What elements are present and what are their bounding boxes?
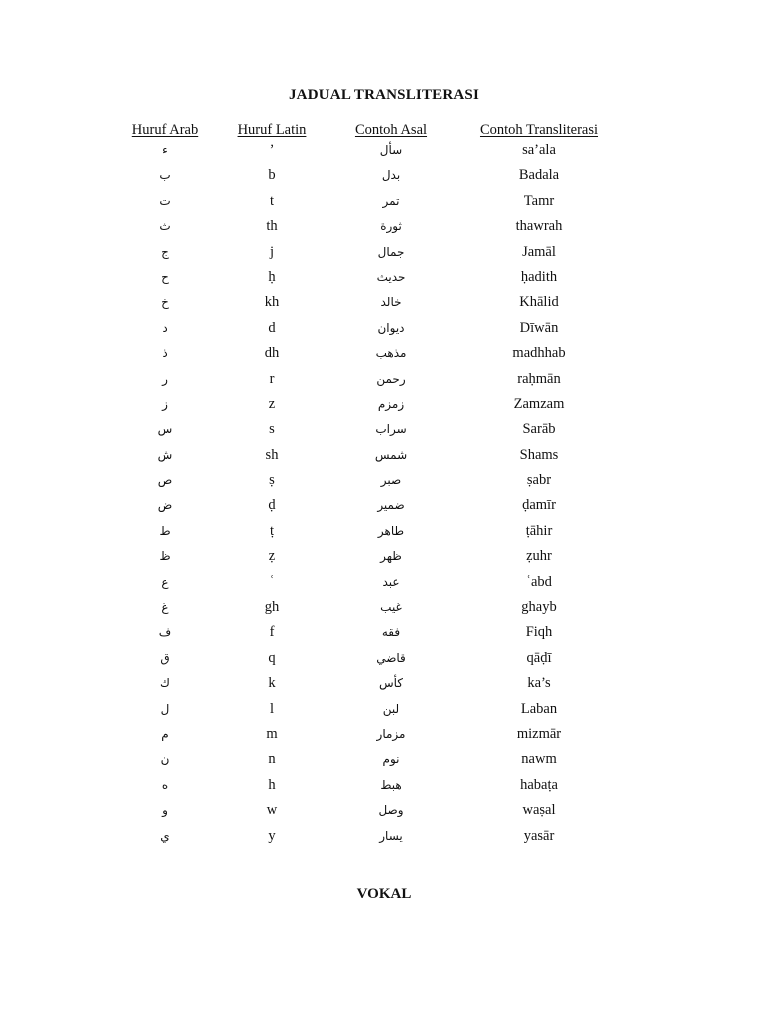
cell-contoh-transliterasi: ẓuhr <box>526 548 552 565</box>
cell-contoh-transliterasi: ḥadith <box>520 268 558 285</box>
table-row <box>0 546 768 571</box>
header-huruf-latin: Huruf Latin <box>237 122 307 138</box>
cell-contoh-asal: خالد <box>380 295 402 310</box>
cell-contoh-asal: تمر <box>382 193 400 208</box>
table-row <box>0 267 768 292</box>
cell-contoh-asal: وصل <box>378 803 404 818</box>
cell-huruf-latin: f <box>269 624 275 641</box>
cell-contoh-transliterasi: nawm <box>521 751 557 768</box>
cell-huruf-latin: dh <box>264 345 280 362</box>
cell-huruf-arab: ظ <box>159 549 171 564</box>
cell-huruf-latin: z <box>268 395 276 412</box>
cell-contoh-asal: سراب <box>375 422 407 437</box>
table-row <box>0 369 768 394</box>
table-row <box>0 673 768 698</box>
cell-huruf-arab: ب <box>159 168 171 183</box>
cell-contoh-asal: سأل <box>379 143 403 157</box>
cell-contoh-transliterasi: raḥmān <box>517 370 561 387</box>
cell-huruf-arab: ز <box>162 396 168 411</box>
cell-huruf-arab: غ <box>161 600 169 615</box>
cell-contoh-asal: زمزم <box>377 396 405 411</box>
table-row <box>0 648 768 673</box>
cell-huruf-arab: ص <box>157 473 173 488</box>
cell-contoh-transliterasi: Dīwān <box>519 319 559 336</box>
table-row <box>0 165 768 190</box>
cell-huruf-arab: ح <box>161 269 169 284</box>
cell-huruf-latin: y <box>268 827 276 844</box>
cell-huruf-arab: ه <box>161 777 169 792</box>
table-row <box>0 775 768 800</box>
cell-huruf-latin: ṣ <box>269 472 275 489</box>
cell-huruf-arab: ط <box>159 523 171 538</box>
table-row <box>0 318 768 343</box>
cell-contoh-transliterasi: Jamāl <box>522 243 556 260</box>
cell-contoh-asal: مزمار <box>376 726 406 741</box>
cell-contoh-transliterasi: Shams <box>519 446 559 463</box>
cell-contoh-transliterasi: ghayb <box>521 599 557 616</box>
cell-huruf-arab: ث <box>159 219 171 234</box>
cell-contoh-asal: ظهر <box>380 549 402 564</box>
cell-huruf-arab: ت <box>159 193 171 208</box>
header-huruf-arab: Huruf Arab <box>131 122 199 138</box>
cell-contoh-transliterasi: Fiqh <box>525 624 553 641</box>
cell-huruf-latin: ḍ <box>268 497 276 514</box>
cell-huruf-latin: j <box>269 243 275 260</box>
cell-huruf-latin: n <box>268 751 276 768</box>
cell-huruf-arab: ك <box>160 676 170 691</box>
cell-huruf-latin: th <box>266 218 278 235</box>
table-row <box>0 343 768 368</box>
cell-contoh-transliterasi: ka’s <box>527 675 551 692</box>
cell-huruf-arab: د <box>162 320 168 335</box>
cell-contoh-asal: طاهر <box>377 523 405 538</box>
cell-contoh-asal: ثورة <box>380 219 402 234</box>
table-row <box>0 495 768 520</box>
cell-contoh-asal: قاضي <box>376 650 406 665</box>
cell-huruf-latin: s <box>269 421 275 438</box>
cell-contoh-asal: ضمير <box>377 498 405 513</box>
cell-contoh-transliterasi: sa’ala <box>522 142 556 158</box>
table-row <box>0 572 768 597</box>
cell-contoh-asal: نوم <box>382 752 400 767</box>
cell-contoh-asal: شمس <box>374 447 408 462</box>
table-row <box>0 724 768 749</box>
cell-contoh-asal: جمال <box>377 244 405 259</box>
cell-huruf-latin: ʿ <box>269 573 275 590</box>
cell-huruf-latin: sh <box>265 446 279 463</box>
table-body <box>0 140 768 851</box>
cell-contoh-transliterasi: Khālid <box>519 294 559 311</box>
header-contoh-asal: Contoh Asal <box>354 122 428 138</box>
cell-huruf-arab: ي <box>160 828 170 843</box>
table-row <box>0 622 768 647</box>
table-row <box>0 470 768 495</box>
table-row <box>0 419 768 444</box>
cell-huruf-arab: خ <box>161 295 169 310</box>
table-row <box>0 242 768 267</box>
cell-contoh-transliterasi: ṭāhir <box>525 522 553 539</box>
table-row <box>0 140 768 165</box>
table-row <box>0 800 768 825</box>
cell-contoh-asal: فقه <box>381 625 401 640</box>
cell-huruf-arab: ء <box>162 143 168 157</box>
table-row <box>0 699 768 724</box>
cell-contoh-transliterasi: Badala <box>518 167 560 184</box>
cell-contoh-transliterasi: ṣabr <box>526 472 552 489</box>
cell-contoh-transliterasi: ḍamīr <box>522 497 556 514</box>
cell-huruf-latin: r <box>269 370 275 387</box>
cell-contoh-asal: لبن <box>382 701 400 716</box>
cell-huruf-arab: س <box>157 422 173 437</box>
cell-contoh-asal: صبر <box>380 473 402 488</box>
cell-contoh-asal: كأس <box>378 676 404 691</box>
cell-contoh-transliterasi: Tamr <box>523 192 555 209</box>
table-row <box>0 826 768 851</box>
cell-contoh-transliterasi: ʿabd <box>526 573 552 590</box>
cell-huruf-arab: ش <box>157 447 173 462</box>
cell-contoh-transliterasi: madhhab <box>512 345 566 362</box>
cell-huruf-latin: t <box>269 192 275 209</box>
table-row <box>0 597 768 622</box>
cell-contoh-transliterasi: waṣal <box>522 802 556 819</box>
cell-contoh-asal: مذهب <box>375 346 407 361</box>
cell-huruf-arab: ف <box>158 625 172 640</box>
cell-contoh-transliterasi: Zamzam <box>513 395 565 412</box>
cell-contoh-asal: حديث <box>376 269 406 284</box>
cell-contoh-asal: غيب <box>380 600 402 615</box>
table-row <box>0 445 768 470</box>
cell-contoh-transliterasi: thawrah <box>515 218 563 235</box>
table-row <box>0 749 768 774</box>
cell-contoh-asal: رحمن <box>376 371 406 386</box>
cell-huruf-latin: h <box>268 776 276 793</box>
cell-contoh-asal: عبد <box>382 574 400 589</box>
cell-huruf-latin: ḥ <box>268 268 276 285</box>
table-row <box>0 521 768 546</box>
cell-huruf-latin: q <box>268 649 276 666</box>
cell-contoh-asal: هبط <box>380 777 402 792</box>
cell-huruf-arab: م <box>161 726 169 741</box>
table-row <box>0 292 768 317</box>
cell-huruf-latin: d <box>268 319 276 336</box>
cell-huruf-latin: m <box>266 725 278 742</box>
cell-huruf-latin: b <box>268 167 276 184</box>
cell-huruf-arab: ن <box>160 752 170 767</box>
cell-huruf-latin: kh <box>264 294 280 311</box>
cell-huruf-arab: و <box>162 803 168 818</box>
cell-huruf-arab: ج <box>161 244 169 259</box>
cell-contoh-transliterasi: qāḍī <box>526 649 552 666</box>
cell-contoh-asal: يسار <box>379 828 403 843</box>
cell-huruf-arab: ر <box>162 371 168 386</box>
cell-contoh-asal: ديوان <box>377 320 405 335</box>
cell-huruf-arab: ق <box>160 650 170 665</box>
table-row <box>0 191 768 216</box>
cell-contoh-transliterasi: habaṭa <box>520 776 558 793</box>
cell-huruf-latin: gh <box>264 599 280 616</box>
cell-huruf-latin: w <box>266 802 278 819</box>
cell-contoh-transliterasi: yasār <box>523 827 555 844</box>
cell-huruf-arab: ع <box>161 574 169 589</box>
cell-huruf-latin: ṭ <box>269 522 275 539</box>
cell-huruf-arab: ض <box>157 498 173 513</box>
section-title-vokal: VOKAL <box>356 886 412 902</box>
cell-huruf-latin: ’ <box>269 142 275 158</box>
cell-huruf-arab: ذ <box>162 346 168 361</box>
cell-contoh-transliterasi: Laban <box>520 700 558 717</box>
table-row <box>0 394 768 419</box>
cell-huruf-latin: ẓ <box>268 548 276 565</box>
header-contoh-transliterasi: Contoh Transliterasi <box>479 122 599 138</box>
cell-huruf-latin: k <box>268 675 276 692</box>
cell-contoh-asal: بدل <box>381 168 401 183</box>
cell-contoh-transliterasi: Sarāb <box>522 421 556 438</box>
cell-huruf-latin: l <box>269 700 275 717</box>
cell-huruf-arab: ل <box>160 701 170 716</box>
cell-contoh-transliterasi: mizmār <box>516 725 562 742</box>
table-row <box>0 216 768 241</box>
page-title: JADUAL TRANSLITERASI <box>288 87 480 103</box>
